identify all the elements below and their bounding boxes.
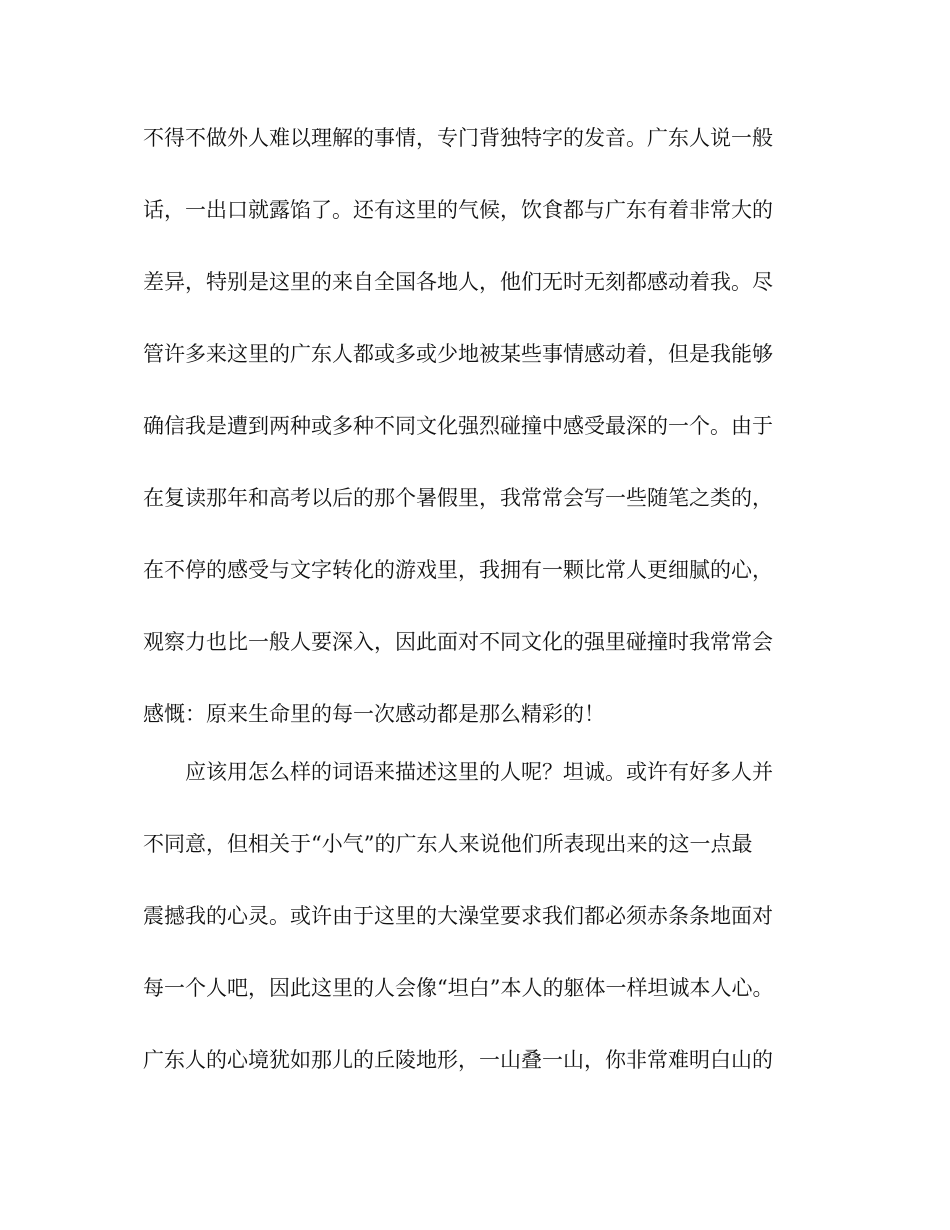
text-line: 在复读那年和高考以后的那个暑假里，我常常会写一些随笔之类的， <box>143 486 773 510</box>
text-line: 感慨：原来生命里的每一次感动都是那么精彩的！ <box>143 702 605 726</box>
text-line: 不同意，但相关于“小气”的广东人来说他们所表现出来的这一点最 <box>143 832 753 856</box>
text-line: 话，一出口就露馅了。还有这里的气候，饮食都与广东有着非常大的 <box>143 198 773 222</box>
text-line: 不得不做外人难以理解的事情，专门背独特字的发音。广东人说一般 <box>143 126 773 150</box>
text-line: 在不停的感受与文字转化的游戏里，我拥有一颗比常人更细腻的心， <box>143 558 773 582</box>
text-line: 确信我是遭到两种或多种不同文化强烈碰撞中感受最深的一个。由于 <box>143 414 773 438</box>
text-line: 差异，特别是这里的来自全国各地人，他们无时无刻都感动着我。尽 <box>143 270 773 294</box>
text-line: 观察力也比一般人要深入，因此面对不同文化的强里碰撞时我常常会 <box>143 630 773 654</box>
paragraph-start-line: 应该用怎么样的词语来描述这里的人呢？坦诚。或许有好多人并 <box>185 760 773 784</box>
text-line: 管许多来这里的广东人都或多或少地被某些事情感动着，但是我能够 <box>143 342 773 366</box>
text-line: 震撼我的心灵。或许由于这里的大澡堂要求我们都必须赤条条地面对 <box>143 904 773 928</box>
text-line: 每一个人吧，因此这里的人会像“坦白”本人的躯体一样坦诚本人心。 <box>143 976 774 1000</box>
text-line: 广东人的心境犹如那儿的丘陵地形，一山叠一山，你非常难明白山的 <box>143 1048 773 1072</box>
document-body <box>143 113 823 1107</box>
